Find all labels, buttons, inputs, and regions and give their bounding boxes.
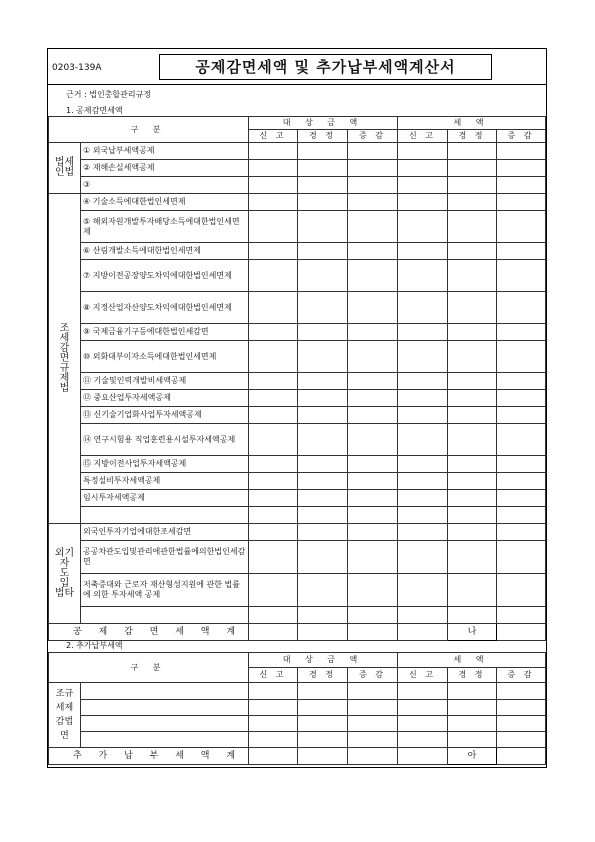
amount-cell[interactable]: [298, 292, 348, 324]
amount-cell[interactable]: [298, 748, 348, 765]
amount-cell[interactable]: [497, 490, 546, 507]
amount-cell[interactable]: [249, 473, 298, 490]
amount-cell[interactable]: [448, 524, 497, 541]
amount-cell[interactable]: [298, 507, 348, 524]
form-frame: [47, 48, 547, 768]
amount-cell[interactable]: [298, 211, 348, 243]
amount-cell[interactable]: [249, 683, 298, 700]
sub-column-header: 증 감: [497, 130, 546, 143]
amount-cell[interactable]: [448, 607, 497, 624]
amount-cell[interactable]: [249, 341, 298, 373]
form-code: 0203-139A: [52, 63, 102, 73]
amount-cell[interactable]: [298, 473, 348, 490]
amount-cell[interactable]: [497, 324, 546, 341]
additional-tax-total-label: 추 가 납 부 세 액 계: [49, 748, 249, 765]
amount-cell[interactable]: [448, 683, 497, 700]
amount-cell[interactable]: [249, 324, 298, 341]
amount-cell[interactable]: [298, 390, 348, 407]
sub-column-header: 신 고: [398, 130, 448, 143]
amount-cell[interactable]: [497, 160, 546, 177]
amount-cell[interactable]: [348, 748, 398, 765]
deduction-item-label: 임시투자세액공제: [81, 490, 249, 507]
amount-cell[interactable]: [497, 456, 546, 473]
amount-cell[interactable]: [298, 177, 348, 194]
amount-cell[interactable]: [448, 260, 497, 292]
amount-cell[interactable]: [398, 243, 448, 260]
amount-cell[interactable]: [497, 683, 546, 700]
amount-cell[interactable]: [398, 424, 448, 456]
amount-cell[interactable]: [398, 524, 448, 541]
amount-cell[interactable]: [348, 541, 398, 574]
column-header-tax: 세 액: [398, 117, 546, 130]
amount-cell[interactable]: [348, 160, 398, 177]
deduction-item-label: [81, 607, 249, 624]
amount-cell[interactable]: [497, 373, 546, 390]
amount-cell[interactable]: [497, 524, 546, 541]
amount-cell[interactable]: [298, 143, 348, 160]
amount-cell[interactable]: [448, 407, 497, 424]
amount-cell[interactable]: [448, 424, 497, 456]
amount-cell[interactable]: [249, 507, 298, 524]
amount-cell[interactable]: [497, 390, 546, 407]
amount-cell[interactable]: [348, 716, 398, 732]
deduction-table: [48, 116, 546, 641]
form-header: [48, 49, 546, 85]
amount-cell[interactable]: [448, 211, 497, 243]
amount-cell[interactable]: [398, 292, 448, 324]
foreign-capital-group-label: 외기 자 도 입 법타: [49, 524, 81, 624]
amount-cell[interactable]: [348, 624, 398, 641]
deduction-item-label: ⑫ 중요산업투자세액공제: [81, 390, 249, 407]
amount-cell[interactable]: [249, 424, 298, 456]
amount-cell[interactable]: [298, 373, 348, 390]
amount-cell[interactable]: [348, 407, 398, 424]
amount-cell[interactable]: [398, 507, 448, 524]
amount-cell[interactable]: [448, 700, 497, 716]
deduction-item-label: ⑧ 지정산업자산양도차익에대한법인세면제: [81, 292, 249, 324]
amount-cell[interactable]: [348, 373, 398, 390]
sub-column-header: 신 고: [249, 130, 298, 143]
amount-cell[interactable]: [249, 194, 298, 211]
deduction-item-label: ⑨ 국제금융기구등에대한법인세감면: [81, 324, 249, 341]
additional-tax-item-label[interactable]: [81, 732, 249, 748]
amount-cell[interactable]: [249, 524, 298, 541]
amount-cell[interactable]: [398, 732, 448, 748]
amount-cell[interactable]: [348, 211, 398, 243]
amount-cell[interactable]: [298, 194, 348, 211]
amount-cell[interactable]: [497, 607, 546, 624]
deduction-item-label: 공공차관도입및관리에관한법률에의한법인세감면: [81, 541, 249, 574]
amount-cell[interactable]: [249, 607, 298, 624]
amount-cell[interactable]: [298, 490, 348, 507]
amount-cell[interactable]: [249, 716, 298, 732]
amount-cell[interactable]: [398, 624, 448, 641]
column-header-tax: 세 액: [398, 653, 546, 668]
amount-cell[interactable]: [398, 490, 448, 507]
amount-cell[interactable]: [249, 700, 298, 716]
amount-cell[interactable]: [348, 507, 398, 524]
amount-cell[interactable]: [497, 194, 546, 211]
deduction-item-label: 저축증대와 근로자 재산형성지원에 관한 법률에 의한 투자세액 공제: [81, 574, 249, 607]
additional-tax-group-label: 조규 세제 감법 면: [49, 683, 81, 748]
amount-cell[interactable]: [497, 341, 546, 373]
amount-cell[interactable]: [398, 260, 448, 292]
deduction-item-label: ⑩ 외화대부이자소득에대한법인세면제: [81, 341, 249, 373]
amount-cell[interactable]: [497, 260, 546, 292]
amount-cell[interactable]: [448, 160, 497, 177]
amount-cell[interactable]: [448, 716, 497, 732]
amount-cell[interactable]: [249, 390, 298, 407]
amount-cell[interactable]: [398, 748, 448, 765]
deduction-item-label: ⑦ 지방이전공장양도차익에대한법인세면제: [81, 260, 249, 292]
amount-cell[interactable]: [448, 574, 497, 607]
amount-cell[interactable]: [448, 292, 497, 324]
column-header-gubun: 구 분: [49, 117, 249, 143]
amount-cell[interactable]: [398, 324, 448, 341]
amount-cell[interactable]: [249, 748, 298, 765]
amount-cell[interactable]: [298, 456, 348, 473]
amount-cell[interactable]: [398, 390, 448, 407]
deduction-item-label: ② 재해손실세액공제: [81, 160, 249, 177]
amount-cell[interactable]: [348, 473, 398, 490]
sub-column-header: 증 감: [497, 668, 546, 683]
section1-heading: 1. 공제감면세액: [66, 106, 123, 115]
amount-cell[interactable]: [298, 243, 348, 260]
amount-cell[interactable]: [249, 373, 298, 390]
additional-tax-table: [48, 652, 546, 765]
amount-cell[interactable]: [249, 407, 298, 424]
amount-cell[interactable]: [448, 732, 497, 748]
amount-cell[interactable]: [249, 624, 298, 641]
deduction-item-label: ③: [81, 177, 249, 194]
amount-cell[interactable]: [298, 407, 348, 424]
amount-cell[interactable]: [249, 490, 298, 507]
amount-cell[interactable]: [298, 324, 348, 341]
sub-column-header: 경 정: [298, 668, 348, 683]
amount-cell[interactable]: [249, 732, 298, 748]
amount-cell[interactable]: [497, 424, 546, 456]
deduction-item-label: ⑪ 기술및인력개발비세액공제: [81, 373, 249, 390]
amount-cell[interactable]: [398, 211, 448, 243]
amount-cell[interactable]: [348, 177, 398, 194]
column-header-amount: 대 상 금 액: [249, 653, 398, 668]
deduction-item-label: ⑤ 해외자원개발투자배당소득에대한법인세면제: [81, 211, 249, 243]
amount-cell[interactable]: [298, 607, 348, 624]
amount-cell[interactable]: [398, 456, 448, 473]
amount-cell[interactable]: [348, 700, 398, 716]
deduction-item-label: ⑭ 연구시험용 직업훈련용시설투자세액공제: [81, 424, 249, 456]
amount-cell[interactable]: [298, 574, 348, 607]
deduction-item-label: 특정설비투자세액공제: [81, 473, 249, 490]
deduction-item-label: ⑥ 산림개발소득에대한법인세면제: [81, 243, 249, 260]
form-title: 공제감면세액 및 추가납부세액계산서: [159, 54, 492, 80]
deduction-item-label: 외국인투자기업에대한조세감면: [81, 524, 249, 541]
amount-cell[interactable]: [249, 260, 298, 292]
amount-cell[interactable]: [298, 683, 348, 700]
amount-cell[interactable]: [398, 607, 448, 624]
amount-cell[interactable]: [448, 324, 497, 341]
deduction-item-label: ① 외국납부세액공제: [81, 143, 249, 160]
section2-heading: 2. 추가납부세액: [66, 641, 123, 650]
amount-cell[interactable]: [398, 700, 448, 716]
amount-cell[interactable]: [348, 243, 398, 260]
sub-column-header: 신 고: [249, 668, 298, 683]
amount-cell[interactable]: [298, 700, 348, 716]
amount-cell[interactable]: [249, 143, 298, 160]
amount-cell[interactable]: [398, 716, 448, 732]
amount-cell[interactable]: [348, 490, 398, 507]
amount-cell[interactable]: [249, 541, 298, 574]
amount-cell[interactable]: [348, 607, 398, 624]
sub-column-header: 증 감: [348, 668, 398, 683]
amount-cell[interactable]: [448, 373, 497, 390]
amount-cell[interactable]: [448, 507, 497, 524]
amount-cell[interactable]: [348, 341, 398, 373]
amount-cell[interactable]: [249, 456, 298, 473]
sub-column-header: 경 정: [448, 130, 497, 143]
amount-cell[interactable]: [448, 456, 497, 473]
column-header-gubun: 구 분: [49, 653, 249, 683]
deduction-item-label: [81, 507, 249, 524]
amount-cell[interactable]: [398, 194, 448, 211]
amount-cell[interactable]: [348, 143, 398, 160]
deduction-total-label: 공 제 감 면 세 액 계: [49, 624, 249, 641]
amount-cell[interactable]: [448, 473, 497, 490]
amount-cell[interactable]: [497, 177, 546, 194]
amount-cell[interactable]: [398, 541, 448, 574]
amount-cell[interactable]: [497, 541, 546, 574]
amount-cell[interactable]: [497, 624, 546, 641]
amount-cell[interactable]: [497, 407, 546, 424]
amount-cell[interactable]: [298, 341, 348, 373]
amount-cell[interactable]: [249, 574, 298, 607]
deduction-item-label: ④ 기술소득에대한법인세면제: [81, 194, 249, 211]
amount-cell[interactable]: [497, 732, 546, 748]
deduction-item-label: ⑮ 지방이전사업투자세액공제: [81, 456, 249, 473]
amount-cell[interactable]: [398, 177, 448, 194]
additional-tax-item-label[interactable]: [81, 716, 249, 732]
tax-reduction-law-group-label: 조 세 감 면 규 제 법: [49, 194, 81, 524]
amount-cell[interactable]: [348, 292, 398, 324]
amount-cell[interactable]: [497, 507, 546, 524]
corporate-tax-law-group-label: 법세 인법: [49, 143, 81, 194]
basis-text: 근거 : 법인총합관리규정: [66, 90, 152, 99]
amount-cell[interactable]: [249, 177, 298, 194]
amount-cell[interactable]: [249, 160, 298, 177]
amount-cell[interactable]: [448, 177, 497, 194]
amount-cell[interactable]: [398, 473, 448, 490]
amount-cell[interactable]: [348, 194, 398, 211]
sub-column-header: 경 정: [298, 130, 348, 143]
amount-cell[interactable]: [398, 143, 448, 160]
amount-cell[interactable]: [497, 143, 546, 160]
amount-cell[interactable]: [348, 574, 398, 607]
amount-cell[interactable]: [497, 716, 546, 732]
amount-cell[interactable]: [298, 260, 348, 292]
sub-column-header: 경 정: [448, 668, 497, 683]
amount-cell[interactable]: [398, 407, 448, 424]
amount-cell[interactable]: [448, 194, 497, 211]
additional-tax-item-label[interactable]: [81, 683, 249, 700]
amount-cell[interactable]: [448, 490, 497, 507]
amount-cell[interactable]: [497, 700, 546, 716]
amount-cell[interactable]: [398, 574, 448, 607]
amount-cell[interactable]: [497, 292, 546, 324]
amount-cell[interactable]: [348, 732, 398, 748]
amount-cell[interactable]: [348, 683, 398, 700]
amount-cell[interactable]: [298, 524, 348, 541]
amount-cell[interactable]: [398, 373, 448, 390]
amount-cell[interactable]: [249, 292, 298, 324]
amount-cell[interactable]: [398, 160, 448, 177]
amount-cell[interactable]: [298, 160, 348, 177]
amount-cell[interactable]: [398, 341, 448, 373]
amount-cell[interactable]: [497, 211, 546, 243]
sub-column-header: 신 고: [398, 668, 448, 683]
additional-tax-item-label[interactable]: [81, 700, 249, 716]
amount-cell[interactable]: [348, 456, 398, 473]
amount-cell[interactable]: [348, 390, 398, 407]
amount-cell[interactable]: [298, 624, 348, 641]
amount-cell[interactable]: [249, 211, 298, 243]
amount-cell[interactable]: [497, 748, 546, 765]
amount-cell[interactable]: [298, 732, 348, 748]
amount-cell[interactable]: [298, 424, 348, 456]
amount-cell[interactable]: [348, 424, 398, 456]
amount-cell[interactable]: [348, 324, 398, 341]
column-header-amount: 대 상 금 액: [249, 117, 398, 130]
amount-cell[interactable]: [298, 541, 348, 574]
amount-cell[interactable]: [249, 243, 298, 260]
amount-cell[interactable]: [448, 143, 497, 160]
amount-cell[interactable]: [448, 541, 497, 574]
amount-cell[interactable]: [448, 243, 497, 260]
amount-cell[interactable]: [298, 716, 348, 732]
sub-column-header: 증 감: [348, 130, 398, 143]
amount-cell[interactable]: [398, 683, 448, 700]
amount-cell[interactable]: [448, 341, 497, 373]
deduction-item-label: ⑬ 신기술기업화사업투자세액공제: [81, 407, 249, 424]
amount-cell[interactable]: [348, 524, 398, 541]
amount-cell[interactable]: [348, 260, 398, 292]
amount-cell[interactable]: [497, 574, 546, 607]
additional-tax-total-mark: 아: [448, 748, 497, 765]
deduction-total-mark: 나: [448, 624, 497, 641]
amount-cell[interactable]: [497, 473, 546, 490]
amount-cell[interactable]: [497, 243, 546, 260]
amount-cell[interactable]: [448, 390, 497, 407]
